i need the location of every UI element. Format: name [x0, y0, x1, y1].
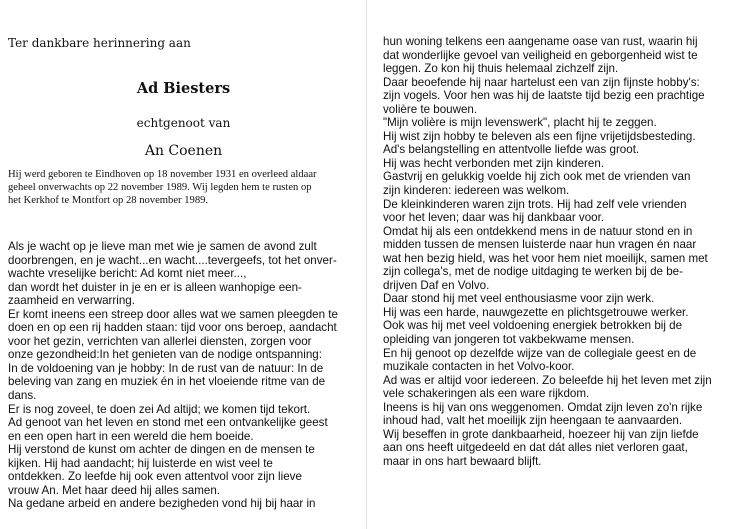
text-line: zijn kinderen: iedereen was welkom. [383, 184, 570, 198]
text-line: wachte vreselijke bericht: Ad komt niet meer..., [8, 267, 247, 281]
text-line: voor het leven; daar was hij dankbaar voor. [383, 211, 605, 225]
text-line: leggen. Zo kon hij thuis helemaal zichzelf zijn. [383, 62, 619, 76]
text-line: en een open hart in een wereld die hem boeide. [8, 429, 254, 443]
text-line: zijn collega's, met de nodige uitdaging te werken bij de be- [383, 265, 683, 279]
left-body-text [8, 240, 338, 511]
text-line: maar in ons hart bewaard blijft. [383, 454, 542, 468]
text-line: volière te bouwen. [383, 102, 478, 116]
text-line: Omdat hij als een ontdekkend mens in de natuur stond en in [383, 224, 693, 238]
right-body-text [383, 35, 712, 469]
page-fold-divider [366, 0, 367, 529]
spouse-name: An Coenen [144, 143, 223, 159]
text-line: onze gezondheid:In het genieten van de nodige ontspanning: [8, 348, 322, 362]
text-line: doorbrengen, en je wacht...en wacht....tevergeefs, tot het onver- [8, 253, 337, 267]
text-line: Wij beseffen in grote dankbaarheid, hoezeer hij van zijn liefde [383, 427, 699, 441]
text-line: Hij was hecht verbonden met zijn kinderen. [383, 156, 605, 170]
text-line: drijven Daf en Volvo. [383, 278, 490, 292]
text-line: ontdekken. Zo leefde hij ook even attentvol voor zijn lieve [8, 470, 302, 484]
text-line: vrouw An. Met haar deed hij alles samen. [8, 483, 221, 497]
text-line: De kleinkinderen waren zijn trots. Hij had zelf vele vrienden [383, 197, 687, 211]
text-line: zaamheid en verwarring. [8, 294, 135, 308]
spouse-label: echtgenoot van [136, 116, 231, 130]
text-line: midden tussen de mensen luisterde naar hun vragen én naar [383, 238, 697, 252]
bio-line: Hij werd geboren te Eindhoven op 18 november 1931 en overleed aldaar [8, 169, 317, 180]
text-line: Als je wacht op je lieve man met wie je samen de avond zult [8, 240, 317, 253]
text-line: Gastvrij en gelukkig voelde hij zich ook met de vrienden van [383, 170, 691, 184]
text-line: Ad genoot van het leven en stond met een ontvankelijke geest [8, 416, 328, 430]
bio-line: het Kerkhof te Montfort op 28 november 1989. [8, 195, 209, 206]
text-line: Na gedane arbeid en andere bezigheden vond hij bij haar in [8, 497, 316, 511]
intro-text: Ter dankbare herinnering aan [8, 36, 191, 50]
text-line: Ad's belangstelling en attentvolle liefde was groot. [383, 143, 640, 157]
text-line: Hij verstond de kunst om achter de dingen en de mensen te [8, 443, 315, 457]
bio-line: geheel onverwachts op 22 november 1989. Wij legden hem te rusten op [8, 182, 312, 193]
text-line: hun woning telkens een aangename oase van rust, waarin hij [383, 35, 698, 48]
text-line: Ook was hij met veel voldoening energiek betrokken bij de [383, 319, 683, 333]
text-line: wat hen bezig hield, was het voor hem niet moeilijk, samen met [383, 251, 708, 265]
text-line: Ineens is hij van ons weggenomen. Omdat zijn leven zo'n rijke [383, 400, 703, 414]
text-line: inhoud had, valt het moeilijk zijn heengaan te aanvaarden. [383, 414, 683, 428]
text-line: vele schakeringen als een ware rijkdom. [383, 387, 590, 401]
text-line: beleving van zang en muziek én in het vloeiende ritme van de [8, 375, 326, 389]
text-line: doen en op een rij hadden staan: tijd voor ons beroep, aandacht [8, 321, 337, 335]
deceased-name: Ad Biesters [136, 80, 231, 97]
text-line: In de voldoening van je hobby: In de rust van de natuur: In de [8, 361, 324, 375]
text-line: aan ons heeft uitgedeeld en dat dát alles niet verloren gaat, [383, 441, 688, 455]
text-line: Ad was er altijd voor iedereen. Zo beleefde hij het leven met zijn [383, 373, 712, 387]
text-line: muzikale contacten in het Volvo-koor. [383, 360, 575, 374]
text-line: Hij was een harde, nauwgezette en plichtsgetrouwe werker. [383, 305, 689, 319]
text-line: dan wordt het duister in je en er is alleen wanhopige een- [8, 280, 302, 294]
text-line: opleiding van jongeren tot vakbekwame mensen. [383, 333, 635, 347]
text-line: Er is nog zoveel, te doen zei Ad altijd; we komen tijd tekort. [8, 402, 311, 416]
text-line: Hij wist zijn hobby te beleven als een fijne vrijetijdsbesteding. [383, 129, 696, 143]
text-line: voor het gezin, verrichten van allerlei diensten, zorgen voor [8, 334, 312, 348]
text-line: dans. [8, 389, 37, 403]
text-line: kijken. Hij had aandacht; hij luisterde en wist veel te [8, 456, 273, 470]
text-line: Er komt ineens een streep door alles wat we samen pleegden te [8, 307, 338, 321]
text-line: Daar beoefende hij naar hartelust een van zijn fijnste hobby's: [383, 75, 700, 89]
biography-block [8, 168, 364, 207]
text-line: zijn vogels. Voor hen was hij de laatste tijd bezig een prachtige [383, 89, 705, 103]
text-line: En hij genoot op dezelfde wijze van de collegiale geest en de [383, 346, 697, 360]
text-line: dat wonderlijke gevoel van veiligheid en geborgenheid wist te [383, 48, 698, 62]
text-line: Daar stond hij met veel enthousiasme voor zijn werk. [383, 292, 655, 306]
text-line: "Mijn volière is mijn levenswerk", placht hij te zeggen. [383, 116, 657, 130]
